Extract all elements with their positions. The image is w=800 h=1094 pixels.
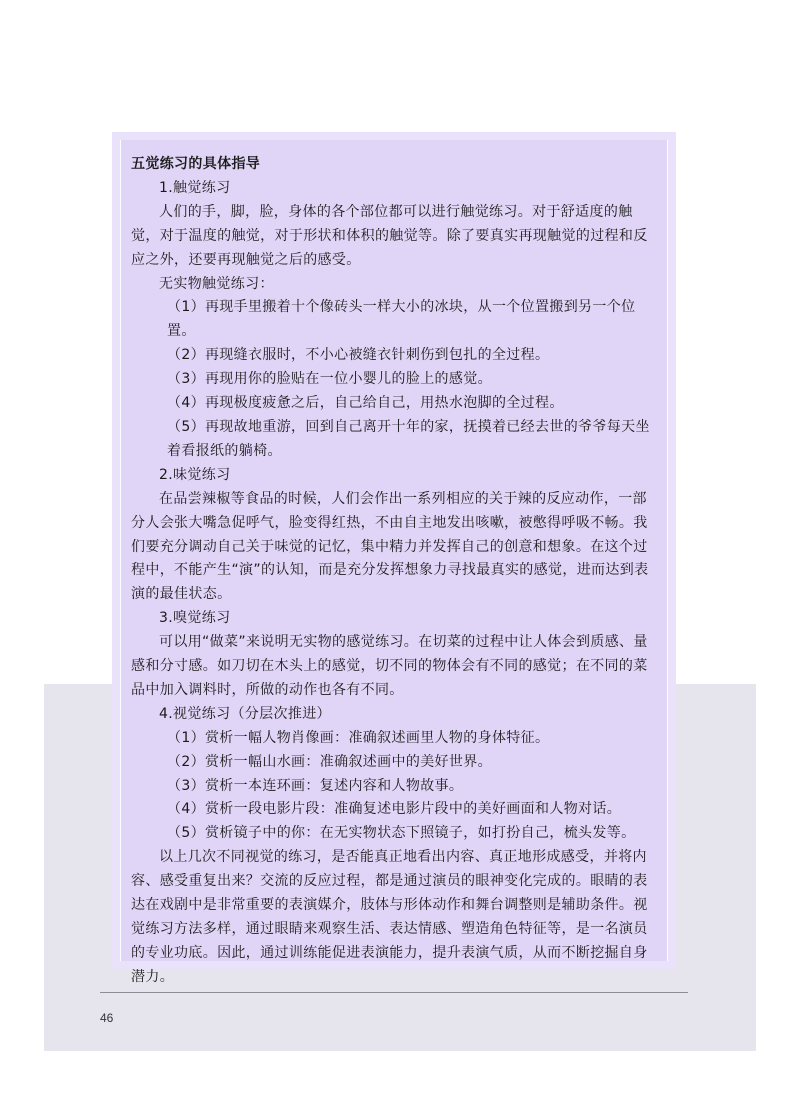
sight-item-4: （4）赏析一段电影片段：准确复述电影片段中的美好画面和人物对话。 <box>167 801 622 818</box>
footer-divider <box>100 992 688 993</box>
touch-item-2: （2）再现缝衣服时，不小心被缝衣针刺伤到包扎的全过程。 <box>167 347 550 364</box>
section-heading-taste: 2.味觉练习 <box>159 466 231 483</box>
page-number: 46 <box>100 1011 114 1025</box>
sight-item-2: （2）赏析一幅山水画：准确叙述画中的美好世界。 <box>167 753 492 770</box>
paragraph-sight: 以上几次不同视觉的练习，是否能真正地看出内容、真正地形成感受，并将内容、感受重复出来？交流的反应过程，都是通过演员的眼神变化完成的。眼睛的表达在戏剧中是非常重要的表演媒介，肢体与形体动作和舞台调整则是辅助条件。视觉练习方法多样，通过眼睛来观察生活、表达情感、塑造角色特征等，是一名演员的专业功底。因此，通过训练能促进表演能力，提升表演气质，从而不断挖掘自身潜力。 <box>131 849 648 985</box>
exercise-lead: 无实物触觉练习： <box>159 275 274 292</box>
paragraph-touch: 人们的手，脚，脸，身体的各个部位都可以进行触觉练习。对于舒适度的触觉，对于温度的触觉，对于形状和体积的触觉等。除了要真实再现触觉的过程和反应之外，还要再现触觉之后的感受。 <box>131 203 648 268</box>
touch-item-4: （4）再现极度疲惫之后，自己给自己，用热水泡脚的全过程。 <box>167 395 564 412</box>
section-heading-touch: 1.触觉练习 <box>159 179 231 196</box>
guidance-box <box>120 140 668 985</box>
sight-item-5: （5）赏析镜子中的你：在无实物状态下照镜子，如打扮自己，梳头发等。 <box>167 825 636 842</box>
touch-item-3: （3）再现用你的脸贴在一位小婴儿的脸上的感觉。 <box>167 371 492 388</box>
section-heading-smell: 3.嗅觉练习 <box>159 610 231 627</box>
sight-item-1: （1）赏析一幅人物肖像画：准确叙述画里人物的身体特征。 <box>167 729 550 746</box>
paragraph-smell: 可以用“做菜”来说明无实物的感觉练习。在切菜的过程中让人体会到质感、量感和分寸感。如刀切在木头上的感觉，切不同的物体会有不同的感觉；在不同的菜品中加入调料时，所做的动作也各有不同。 <box>131 634 648 698</box>
touch-item-5: （5）再现故地重游，回到自己离开十年的家，抚摸着已经去世的爷爷每天坐着看报纸的躺椅。 <box>167 418 650 459</box>
section-heading-sight: 4.视觉练习（分层次推进） <box>159 705 331 722</box>
sight-item-3: （3）赏析一本连环画：复述内容和人物故事。 <box>167 777 464 794</box>
touch-item-1: （1）再现手里搬着十个像砖头一样大小的冰块，从一个位置搬到另一个位置。 <box>167 299 636 340</box>
box-title: 五觉练习的具体指导 <box>131 156 261 172</box>
paragraph-taste: 在品尝辣椒等食品的时候，人们会作出一系列相应的关于辣的反应动作，一部分人会张大嘴急促呼气，脸变得红热，不由自主地发出咳嗽，被憋得呼吸不畅。我们要充分调动自己关于味觉的记忆，集中精力并发挥自己的创意和想象。在这个过程中，不能产生“演”的认知，而是充分发挥想象力寻找最真实的感觉，进而达到表演的最佳状态。 <box>131 490 649 603</box>
